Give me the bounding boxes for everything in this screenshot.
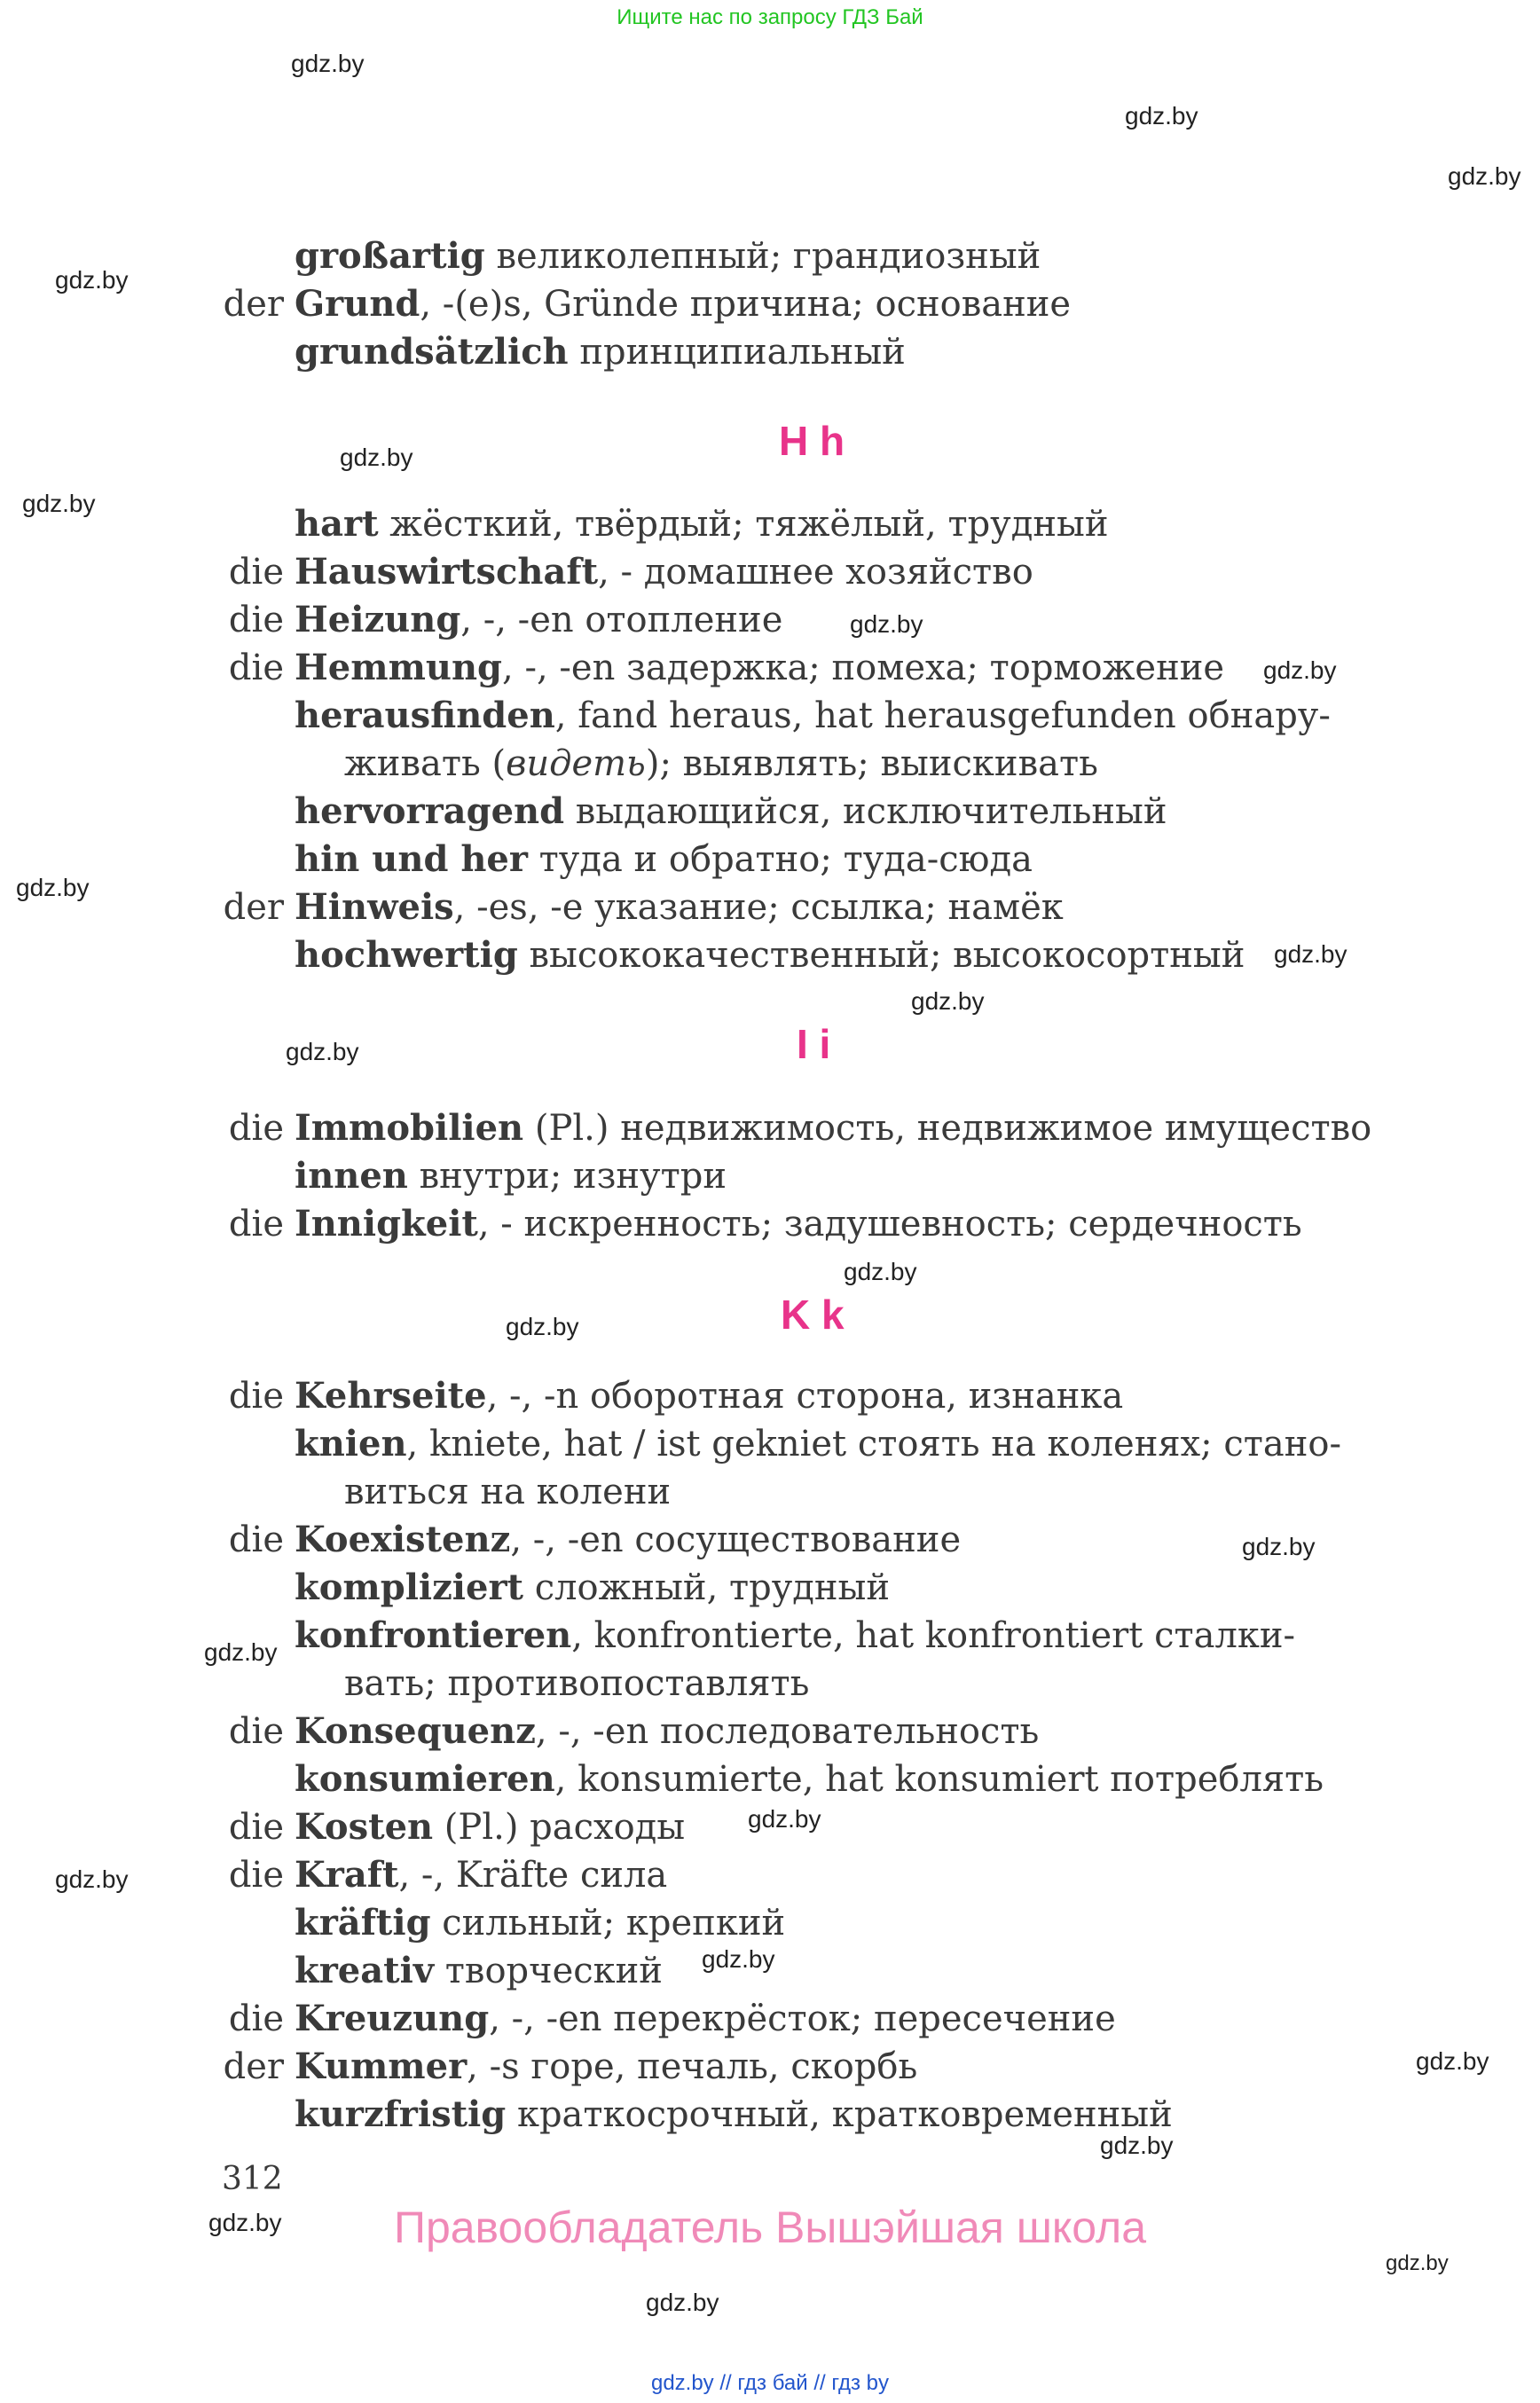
watermark: gdz.by xyxy=(1448,162,1521,190)
headword: kurzfristig xyxy=(295,2093,507,2135)
dict-entry xyxy=(295,1420,1341,1468)
watermark: gdz.by xyxy=(16,874,90,901)
translation: внутри; изнутри xyxy=(407,1156,727,1197)
article: die xyxy=(228,1108,284,1149)
headword: Kehrseite xyxy=(295,1375,487,1417)
translation: высококачественный; высокосортный xyxy=(517,935,1245,976)
dict-entry xyxy=(228,596,783,644)
headword: hochwertig xyxy=(295,934,518,976)
headword: konsumieren xyxy=(295,1758,555,1800)
top-banner: Ищите нас по запросу ГДЗ Бай xyxy=(617,5,923,29)
headword: konfrontieren xyxy=(295,1614,572,1656)
watermark: gdz.by xyxy=(1263,656,1337,684)
article: die xyxy=(228,1376,284,1417)
translation: великолепный; грандиозный xyxy=(484,236,1041,277)
headword: kreativ xyxy=(295,1950,435,1991)
headword: kompliziert xyxy=(295,1567,523,1608)
translation: , konsumierte, hat konsumiert потреблять xyxy=(554,1759,1324,1800)
translation: , konfrontierte, hat konfrontiert сталки- xyxy=(571,1615,1296,1656)
watermark: gdz.by xyxy=(291,50,365,77)
dict-entry xyxy=(295,2091,1173,2139)
translation: , -s горе, печаль, скорбь xyxy=(467,2046,918,2087)
headword: Kraft xyxy=(295,1854,399,1896)
dict-entry xyxy=(223,883,1064,931)
translation: , -, -n оборотная сторона, изнанка xyxy=(486,1376,1124,1417)
dict-entry xyxy=(228,1995,1116,2043)
watermark: gdz.by xyxy=(1416,2047,1489,2075)
headword: großartig xyxy=(295,235,485,277)
dict-entry xyxy=(228,1516,962,1564)
translation: жёсткий, твёрдый; тяжёлый, трудный xyxy=(378,504,1109,545)
headword: Hauswirtschaft xyxy=(295,551,599,593)
dict-entry xyxy=(295,1899,785,1947)
translation: , -, -en последовательность xyxy=(535,1711,1040,1752)
footer-links[interactable]: gdz.by // гдз бай // гдз by xyxy=(650,2371,890,2395)
translation: , -, -en отопление xyxy=(460,600,783,640)
headword: knien xyxy=(295,1423,407,1465)
watermark: gdz.by xyxy=(22,490,96,517)
continuation-italic: видеть xyxy=(506,743,646,784)
translation: , -(e)s, Gründe причина; основание xyxy=(420,284,1072,325)
article: die xyxy=(228,600,284,640)
dict-entry xyxy=(228,644,1225,692)
article: die xyxy=(228,1711,284,1752)
headword: Hinweis xyxy=(295,886,454,928)
dict-entry xyxy=(223,2043,918,2091)
dict-entry xyxy=(295,1564,890,1612)
headword: Konsequenz xyxy=(295,1710,536,1752)
dict-entry xyxy=(228,1372,1124,1420)
watermark: gdz.by xyxy=(506,1313,579,1340)
entry-continuation xyxy=(344,740,1098,788)
watermark: gdz.by xyxy=(850,610,923,638)
section-letter-i: I i xyxy=(797,1021,831,1067)
page-number: 312 xyxy=(222,2161,283,2197)
dict-entry xyxy=(295,1755,1324,1803)
headword: kräftig xyxy=(295,1902,431,1944)
headword: hart xyxy=(295,503,379,545)
article: die xyxy=(228,648,284,688)
article: der xyxy=(223,887,284,928)
watermark: gdz.by xyxy=(646,2289,719,2316)
translation: (Pl.) расходы xyxy=(433,1807,686,1848)
dict-entry xyxy=(295,1612,1295,1660)
watermark: gdz.by xyxy=(702,1945,775,1973)
watermark: gdz.by xyxy=(1274,940,1348,968)
dict-entry xyxy=(295,692,1331,740)
watermark: gdz.by xyxy=(844,1258,917,1285)
translation: , -, -en перекрёсток; пересечение xyxy=(489,1999,1116,2039)
headword: Heizung xyxy=(295,599,461,640)
translation: , -es, -e указание; ссылка; намёк xyxy=(453,887,1064,928)
watermark: gdz.by xyxy=(1100,2132,1174,2159)
watermark: gdz.by xyxy=(911,987,985,1015)
dict-entry xyxy=(228,548,1033,596)
headword: Koexistenz xyxy=(295,1519,511,1560)
headword: hin und her xyxy=(295,838,528,880)
watermark: gdz.by xyxy=(55,266,129,294)
dict-entry xyxy=(295,1152,727,1200)
translation: , fand heraus, hat herausgefunden обнару- xyxy=(554,695,1331,736)
rights-holder: Правообладатель Вышэйшая школа xyxy=(394,2203,1146,2252)
watermark: gdz.by xyxy=(204,1638,278,1666)
watermark: gdz.by xyxy=(286,1038,359,1065)
article: die xyxy=(228,1999,284,2039)
entry-continuation: вать; противопоставлять xyxy=(344,1663,810,1704)
dict-entry xyxy=(295,500,1109,548)
continuation-text: ); выявлять; выискивать xyxy=(645,743,1098,784)
headword: grundsätzlich xyxy=(295,331,569,373)
headword: Innigkeit xyxy=(295,1203,478,1245)
article: die xyxy=(228,1204,284,1245)
dict-entry xyxy=(295,328,906,376)
watermark: gdz.by xyxy=(1386,2251,1449,2275)
translation: сложный, трудный xyxy=(523,1567,891,1608)
dict-entry xyxy=(295,1947,663,1995)
headword: hervorragend xyxy=(295,790,565,832)
headword: Kosten xyxy=(295,1806,434,1848)
dict-entry xyxy=(295,836,1033,883)
translation: выдающийся, исключительный xyxy=(564,791,1167,832)
article: die xyxy=(228,1807,284,1848)
translation: , kniete, hat / ist gekniet стоять на коленях; стано- xyxy=(406,1424,1341,1465)
headword: Grund xyxy=(295,283,420,325)
dict-entry xyxy=(223,280,1072,328)
watermark: gdz.by xyxy=(55,1865,129,1893)
watermark: gdz.by xyxy=(1242,1533,1316,1560)
article: der xyxy=(223,284,284,325)
watermark: gdz.by xyxy=(1125,102,1198,130)
dict-entry xyxy=(228,1851,668,1899)
article: die xyxy=(228,552,284,593)
article: die xyxy=(228,1520,284,1560)
translation: , -, Kräfte сила xyxy=(398,1855,668,1896)
dict-entry xyxy=(228,1803,686,1851)
translation: , - искренность; задушевность; сердечность xyxy=(477,1204,1302,1245)
headword: innen xyxy=(295,1155,408,1197)
continuation-text: живать ( xyxy=(344,743,507,784)
dict-entry xyxy=(295,232,1041,280)
dict-entry xyxy=(228,1200,1302,1248)
headword: Kummer xyxy=(295,2046,468,2087)
headword: Immobilien xyxy=(295,1107,524,1149)
headword: Kreuzung xyxy=(295,1998,490,2039)
entry-continuation: виться на колени xyxy=(344,1472,672,1512)
watermark: gdz.by xyxy=(340,444,413,471)
translation: сильный; крепкий xyxy=(430,1903,786,1944)
translation: туда и обратно; туда-сюда xyxy=(527,839,1033,880)
section-letter-h: H h xyxy=(779,418,845,464)
watermark: gdz.by xyxy=(208,2209,282,2236)
dict-entry xyxy=(228,1104,1372,1152)
dict-entry xyxy=(295,788,1167,836)
section-letter-k: K k xyxy=(781,1292,845,1338)
translation: , - домашнее хозяйство xyxy=(598,552,1033,593)
article: die xyxy=(228,1855,284,1896)
headword: Hemmung xyxy=(295,647,503,688)
headword: herausfinden xyxy=(295,695,555,736)
translation: , -, -en сосуществование xyxy=(510,1520,962,1560)
article: der xyxy=(223,2046,284,2087)
translation: краткосрочный, кратковременный xyxy=(506,2094,1173,2135)
translation: творческий xyxy=(434,1951,663,1991)
translation: , -, -en задержка; помеха; торможение xyxy=(502,648,1225,688)
dict-entry xyxy=(295,931,1245,979)
dict-entry xyxy=(228,1708,1040,1755)
translation: принципиальный xyxy=(568,332,906,373)
translation: (Pl.) недвижимость, недвижимое имущество xyxy=(523,1108,1372,1149)
watermark: gdz.by xyxy=(748,1805,821,1833)
